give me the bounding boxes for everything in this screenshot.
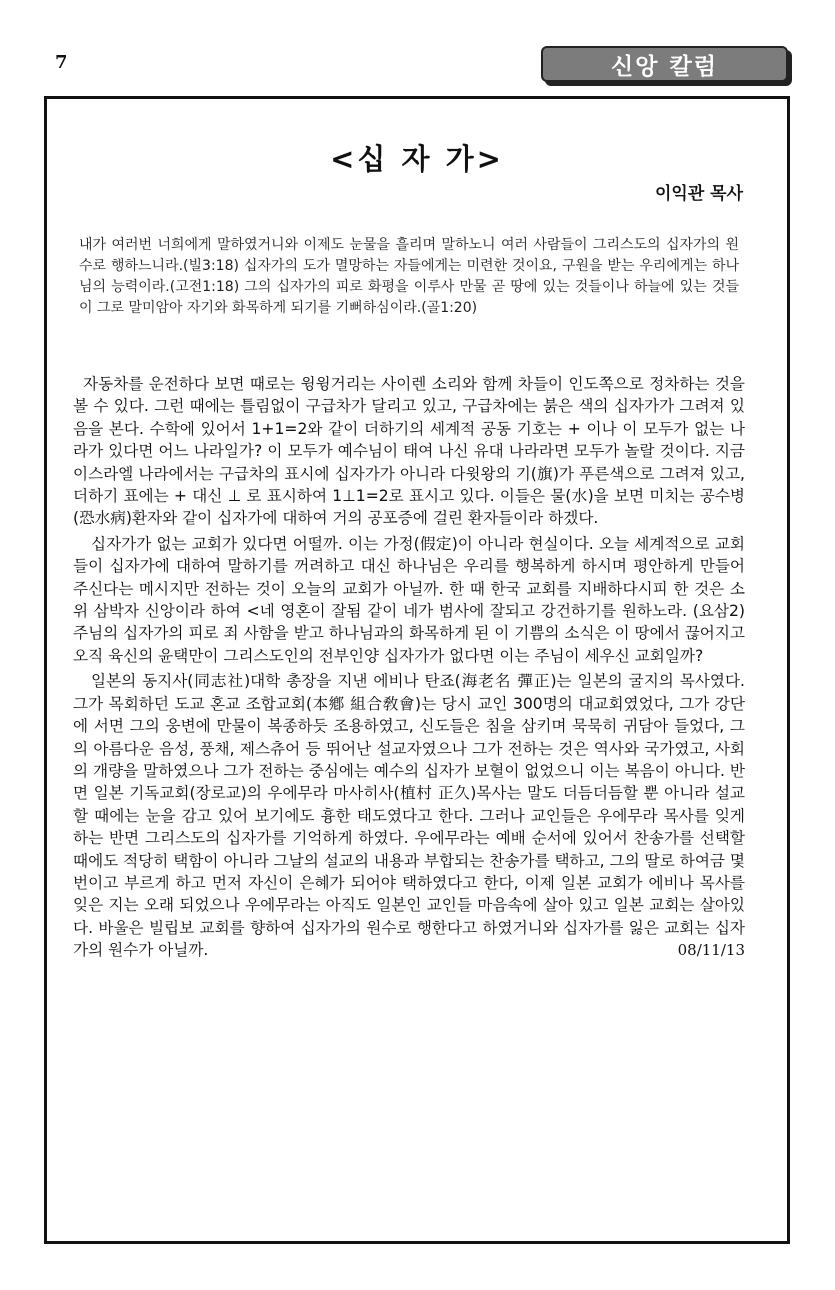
- paragraph-1: 자동차를 운전하다 보면 때로는 윙윙거리는 사이렌 소리와 함께 차들이 인도쪽으로 정차하는 것을 볼 수 있다. 그런 때에는 틀림없이 구급차가 달리고 있고, 구급차에는 붉은 색의 십자가가 그려져 있음을 본다. 수학에 있어서 1+1=2와 같이 더하기의 세계적 공동 기호는 + 이나 이 모두가 없는 나라가 있다면 어느 나라일가? 이 모두가 예수님이 태여 나신 유대 나라라면 모두가 놀랄 것이다. 지금 이스라엘 나라에서는 구급차의 표시에 십자가가 아니라 다윗왕의 기(旗)가 푸른색으로 그려져 있고, 더하기 표에는 + 대신 ⊥ 로 표시하여 1⊥1=2로 표시고 있다. 이들은 물(水)을 보면 미치는 공수병(恐水病)환자와 같이 십자가에 대하여 거의 공포증에 걸린 환자들이라 하겠다.: [73, 375, 746, 528]
- scripture-epigraph: 내가 여러번 너희에게 말하였거니와 이제도 눈물을 흘리며 말하노니 여러 사람들이 그리스도의 십자가의 원수로 행하느니라.(빌3:18) 십자가의 도가 멸망하는 자들에게는 미련한 것이요, 구원을 받는 우리에게는 하나님의 능력이라.(고전1:18) 그의 십자가의 피로 화평을 이루사 만물 곧 땅에 있는 것들이나 하늘에 있는 것들이 그로 말미암아 자기와 화목하게 되기를 기뻐하심이라.(골1:20): [79, 237, 739, 316]
- article-author: 이익관 목사: [654, 184, 743, 204]
- article-body: [73, 373, 745, 965]
- section-tab: [541, 46, 788, 82]
- section-title: 신앙 칼럼: [611, 53, 718, 80]
- paragraph-3: [73, 670, 745, 961]
- page-number: 7: [55, 52, 68, 73]
- paragraph-2: 십자가가 없는 교회가 있다면 어떨까. 이는 가정(假定)이 아니라 현실이다. 오늘 세계적으로 교회들이 십자가에 대하여 말하기를 꺼려하고 대신 하나님은 우리를 행복하게 하시며 평안하게 만들어 주신다는 메시지만 전하는 것이 오늘의 교회가 아닐까. 한 때 한국 교회를 지배하다시피 한 것은 소위 삼박자 신앙이라 하여 <네 영혼이 잘됨 같이 네가 범사에 잘되고 강건하기를 원하노라. (요삼2) 주님의 십자가의 피로 죄 사함을 받고 하나님과의 화목하게 된 이 기쁨의 소식은 이 땅에서 끊어지고 오직 육신의 윤택만이 그리스도인의 전부인양 십자가가 없다면 이는 주님이 세우신 교회일까?: [73, 534, 745, 665]
- article-frame: [44, 96, 790, 1244]
- article-title: <십 자 가>: [330, 142, 504, 176]
- article-date: 08/11/13: [677, 941, 745, 960]
- paragraph-3-text: 일본의 동지사(同志社)대학 총장을 지낸 에비나 탄죠(海老名 彈正)는 일본의 굴지의 목사였다. 그가 목회하던 도교 혼교 조합교회(本鄕 組合敎會)는 당시 교인 300명의 대교회였었다, 그가 강단에 서면 그의 웅변에 만물이 복종하듯 조용하였고, 신도들은 침을 삼키며 묵묵히 귀담아 들었다, 그의 아름다운 음성, 풍채, 제스츄어 등 뛰어난 설교자였으나 그가 전하는 것은 역사와 국가였고, 사회의 개량을 말하였으나 그가 전하는 중심에는 예수의 십자가 보혈이 없었으니 이는 복음이 아니다. 반면 일본 기독교회(장로교)의 우에무라 마사히사(植村 正久)목사는 말도 더듬더듬할 뿐 아니라 설교할 때에는 눈을 감고 있어 보기에도 흉한 태도였다고 한다. 그러나 교인들은 우에무라 목사를 잊게 하는 반면 그리스도의 십자가를 기억하게 하였다. 우에무라는 예배 순서에 있어서 찬송가를 선택할 때에도 적당히 택함이 아니라 그날의 설교의 내용과 부합되는 찬송가를 택하고, 그의 딸로 하여금 몇 번이고 부르게 하고 먼저 자신이 은혜가 되어야 택하였다고 한다, 이제 일본 교회가 에비나 목사를 잊은 지는 오래 되었으나 우에무라는 아직도 일본인 교인들 마음속에 살아 있고 일본 교회는 살아있다. 바울은 빌립보 교회를 향하여 십자가의 원수로 행한다고 하였거니와 십자가를 잃은 교회는 십자가의 원수가 아닐까.: [73, 672, 745, 960]
